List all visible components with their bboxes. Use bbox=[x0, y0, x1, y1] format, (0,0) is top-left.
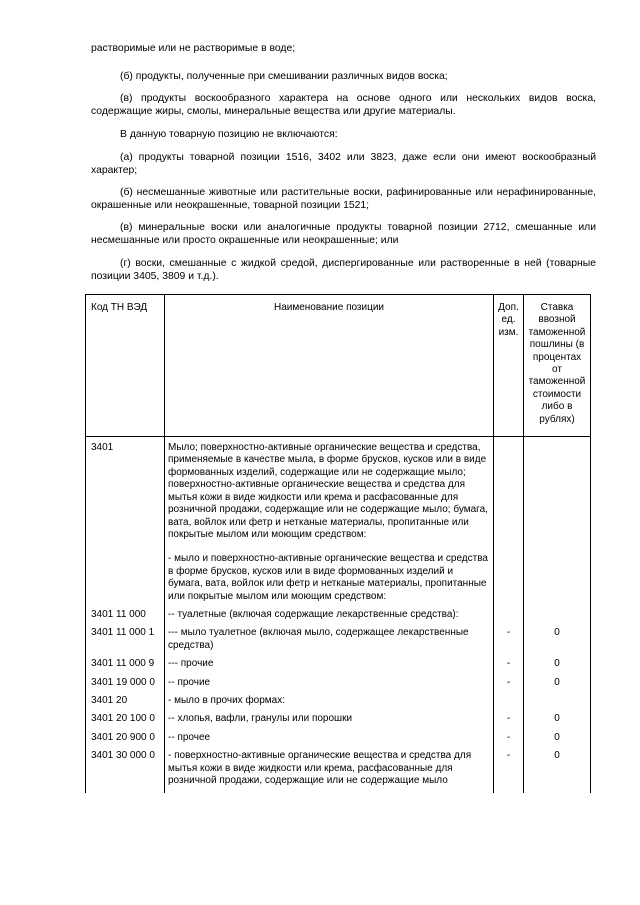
paragraph-exclusion-a: (а) продукты товарной позиции 1516, 3402 или 3823, даже если они имеют воскообразный характер; bbox=[91, 152, 596, 176]
row-code: 3401 20 900 0 bbox=[86, 732, 165, 750]
table-row bbox=[86, 695, 591, 713]
paragraph-exclusions-intro: В данную товарную позицию не включаются: bbox=[120, 129, 338, 140]
row-name: - поверхностно-активные органические вещества и средства для мытья кожи в виде жидкости или крема, расфасованные для розничной продажи, содержащие или не содержащие мыло bbox=[165, 750, 494, 793]
table-row bbox=[86, 677, 591, 695]
row-rate: 0 bbox=[524, 713, 591, 731]
row-unit bbox=[494, 695, 524, 713]
row-unit: - bbox=[494, 713, 524, 731]
row-name-sub: - мыло и поверхностно-активные органические вещества и средства в форме брусков, кусков или в виде формованных изделий и бумага, вата, войлок или фетр и нетканые материалы, пропитанные или покрытые мылом или моющим средством: bbox=[168, 553, 488, 602]
row-rate bbox=[524, 609, 591, 627]
row-unit: - bbox=[494, 750, 524, 793]
row-name bbox=[165, 437, 494, 609]
header-code: Код ТН ВЭД bbox=[86, 295, 165, 437]
table-row bbox=[86, 732, 591, 750]
row-code: 3401 19 000 0 bbox=[86, 677, 165, 695]
row-name: -- туалетные (включая содержащие лекарственные средства): bbox=[165, 609, 494, 627]
row-unit bbox=[494, 609, 524, 627]
row-code: 3401 bbox=[86, 437, 165, 609]
row-rate: 0 bbox=[524, 750, 591, 793]
row-code: 3401 11 000 1 bbox=[86, 627, 165, 658]
paragraph-b: (б) продукты, полученные при смешивании различных видов воска; bbox=[120, 71, 448, 82]
row-unit: - bbox=[494, 627, 524, 658]
row-code: 3401 30 000 0 bbox=[86, 750, 165, 793]
table-row bbox=[86, 437, 591, 609]
table-row bbox=[86, 609, 591, 627]
row-name: -- прочие bbox=[165, 677, 494, 695]
row-name-main: Мыло; поверхностно-активные органические вещества и средства, применяемые в качестве мыла, в форме брусков, кусков или в виде формованных изделий, содержащие или не содержащие мыло; поверхностно-активные органические вещества и средства для мытья кожи в виде жидкости или крема и расфасованные для розничной продажи, содержащие или не содержащие мыло; бумага, вата, войлок или фетр и нетканые материалы, пропитанные или покрытые мылом или моющим средством: bbox=[168, 442, 488, 540]
row-unit: - bbox=[494, 677, 524, 695]
row-name: -- прочее bbox=[165, 732, 494, 750]
table-row bbox=[86, 713, 591, 731]
row-code: 3401 20 bbox=[86, 695, 165, 713]
row-name: -- хлопья, вафли, гранулы или порошки bbox=[165, 713, 494, 731]
row-rate: 0 bbox=[524, 677, 591, 695]
row-code: 3401 20 100 0 bbox=[86, 713, 165, 731]
row-code: 3401 11 000 9 bbox=[86, 658, 165, 676]
row-name: --- прочие bbox=[165, 658, 494, 676]
paragraph-exclusion-g: (г) воски, смешанные с жидкой средой, диспергированные или растворенные в ней (товарные позиции 3405, 3809 и т.д.). bbox=[91, 258, 596, 282]
table-row bbox=[86, 658, 591, 676]
paragraph-continuation: растворимые или не растворимые в воде; bbox=[91, 43, 296, 54]
table-header-row bbox=[86, 295, 591, 437]
row-unit: - bbox=[494, 732, 524, 750]
row-name: --- мыло туалетное (включая мыло, содержащее лекарственные средства) bbox=[165, 627, 494, 658]
row-rate bbox=[524, 695, 591, 713]
paragraph-exclusion-b: (б) несмешанные животные или растительные воски, рафинированные или нерафинированные, окрашенные или неокрашенные, товарной позиции 1521; bbox=[91, 187, 596, 211]
row-rate bbox=[524, 437, 591, 609]
row-rate: 0 bbox=[524, 627, 591, 658]
row-name: - мыло в прочих формах: bbox=[165, 695, 494, 713]
paragraph-exclusion-v: (в) минеральные воски или аналогичные продукты товарной позиции 2712, смешанные или несмешанные или просто окрашенные или неокрашенные; или bbox=[91, 222, 596, 246]
header-rate: Ставка ввозной таможенной пошлины (в процентах от таможенной стоимости либо в рублях) bbox=[524, 295, 591, 437]
row-unit: - bbox=[494, 658, 524, 676]
table-row bbox=[86, 627, 591, 658]
tariff-table bbox=[85, 294, 591, 793]
row-rate: 0 bbox=[524, 658, 591, 676]
row-code: 3401 11 000 bbox=[86, 609, 165, 627]
header-unit: Доп. ед. изм. bbox=[494, 295, 524, 437]
header-name: Наименование позиции bbox=[165, 295, 494, 437]
row-unit bbox=[494, 437, 524, 609]
paragraph-v: (в) продукты воскообразного характера на основе одного или нескольких видов воска, содержащие жиры, смолы, минеральные вещества или другие материалы. bbox=[91, 93, 596, 117]
row-rate: 0 bbox=[524, 732, 591, 750]
table-row bbox=[86, 750, 591, 793]
